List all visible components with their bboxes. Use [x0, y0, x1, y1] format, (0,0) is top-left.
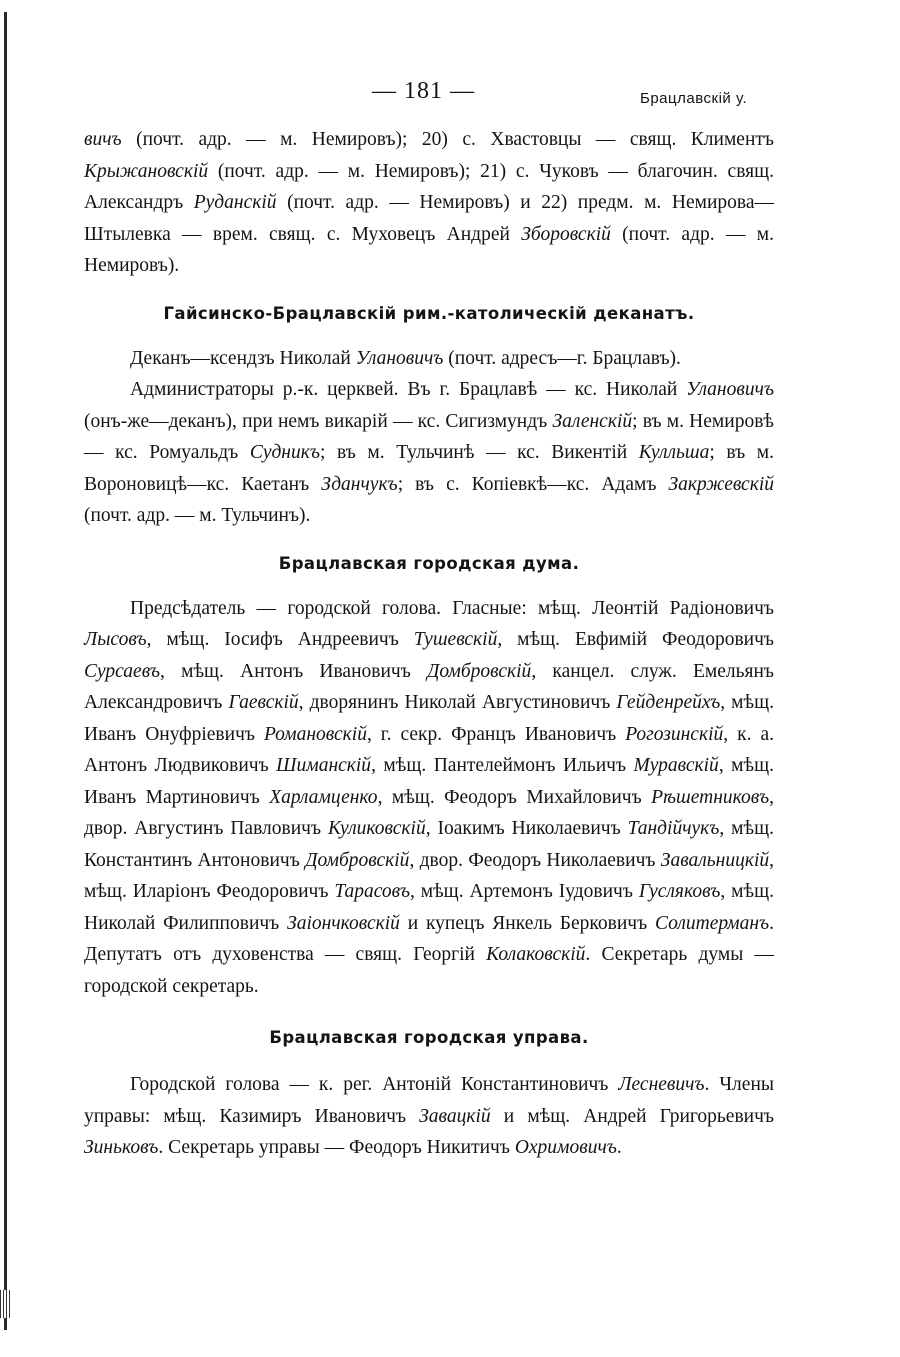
- italic-name: Зиньковъ: [84, 1137, 159, 1158]
- italic-name: Лысовъ: [84, 629, 147, 650]
- italic-name: Тандійчукъ: [627, 818, 720, 839]
- text-run: , двор. Феодоръ Николаевичъ: [409, 849, 661, 871]
- text-run: . Секретарь думы — городской секретарь.: [84, 944, 774, 997]
- italic-name: Руданскій: [193, 192, 277, 213]
- text-run: Администраторы р.-к. церквей. Въ г. Брацлавѣ — кс. Николай: [130, 379, 687, 400]
- text-run: (почт. адр. — Немировъ) и 22) предм. м. Немирова—Штылевка — врем. свящ. с. Муховецъ Андрей: [84, 192, 774, 245]
- text-run: , к. а. Антонъ Людвиковичъ: [84, 723, 774, 776]
- italic-name: Заіончковскій: [287, 912, 400, 934]
- text-run: (онъ-же—деканъ), при немъ викарій — кс. Сигизмундъ: [84, 410, 553, 432]
- text-run: , мѣщ. Антонъ Ивановичъ: [160, 660, 427, 682]
- text-run: ; въ м. Немировѣ — кс. Ромуальдъ: [84, 410, 774, 463]
- text-run: Городской голова — к. рег. Антоній Константиновичъ: [130, 1074, 619, 1095]
- italic-name: Домбровскій: [426, 660, 532, 682]
- text-run: , мѣщ. Іосифъ Андреевичъ: [146, 629, 414, 650]
- italic-name: Тушевскій: [413, 629, 498, 650]
- text-run: , Іоакимъ Николаевичъ: [425, 818, 628, 839]
- italic-name: Кулльша: [638, 442, 710, 463]
- italic-name: Сурсаевъ: [84, 660, 161, 682]
- italic-name: Романовскій: [263, 723, 367, 745]
- text-run: , двор. Августинъ Павловичъ: [84, 786, 774, 839]
- text-run: , мѣщ. Николай Филипповичъ: [84, 881, 774, 934]
- binding-edge: [4, 12, 7, 1330]
- italic-name: Зборовскій: [521, 223, 611, 245]
- text-run: , г. секр. Францъ Ивановичъ: [366, 723, 626, 745]
- text-run: .: [616, 1137, 622, 1158]
- paragraph-administrators: [84, 374, 774, 532]
- text-run: ; въ м. Тульчинѣ — кс. Викентій: [319, 442, 639, 463]
- running-title: Брацлавскій у.: [640, 90, 748, 107]
- italic-name: Судникъ: [249, 442, 320, 463]
- text-run: , канцел. служ. Емельянъ Александровичъ: [84, 660, 774, 713]
- text-run: , мѣщ. Артемонъ Іудовичъ: [409, 881, 639, 902]
- text-run: (почт. адр. — м. Тульчинъ).: [84, 505, 311, 526]
- page-body: [84, 124, 774, 1164]
- paragraph-city-council: [84, 1069, 774, 1164]
- italic-name: Солитерманъ: [654, 912, 770, 934]
- text-run: (почт. адр. — м. Немировъ); 20) с. Хвастовцы — свящ. Климентъ: [121, 129, 774, 150]
- section-heading-deanery: Гайсинско-Брацлавскій рим.-католическій деканатъ.: [163, 303, 695, 323]
- text-run: , мѣщ. Иларіонъ Феодоровичъ: [84, 849, 774, 902]
- italic-name: Гейденрейхъ: [616, 692, 721, 713]
- section-heading-city-council: Брацлавская городская управа.: [269, 1028, 589, 1047]
- italic-name: Домбровскій: [305, 849, 410, 871]
- italic-name: Колаковскій: [486, 944, 586, 965]
- italic-name: Харламценко: [269, 786, 378, 808]
- text-run: ; въ м. Вороновицѣ—кс. Каетанъ: [84, 442, 775, 495]
- text-run: . Секретарь управы — Феодоръ Никитичъ: [158, 1137, 515, 1158]
- italic-name: Улановичъ: [686, 379, 774, 400]
- italic-name: Гаевскій: [228, 692, 299, 713]
- text-run: , мѣщ. Иванъ Онуфріевичъ: [84, 692, 774, 745]
- text-run: , мѣщ. Евфимій Феодоровичъ: [497, 629, 774, 650]
- text-run: , мѣщ. Константинъ Антоновичъ: [84, 818, 774, 871]
- italic-name: Завацкій: [419, 1105, 491, 1127]
- italic-name: Куликовскій: [327, 818, 426, 839]
- italic-name: Охримовичъ: [514, 1137, 617, 1158]
- section-heading-city-duma: Брацлавская городская дума.: [278, 553, 580, 573]
- text-run: (почт. адр. — м. Немировъ); 21) с. Чуковъ — благочин. свящ. Александръ: [84, 160, 774, 213]
- page-number: — 181 —: [372, 78, 475, 104]
- italic-name: Тарасовъ: [334, 881, 410, 902]
- binding-edge-texture: [0, 1290, 12, 1318]
- text-run: Предсѣдатель — городской голова. Гласные: мѣщ. Леонтій Радіоновичъ: [130, 597, 774, 619]
- text-run: и купецъ Янкель Берковичъ: [399, 912, 655, 934]
- paragraph-city-duma: [84, 593, 774, 1003]
- text-run: , мѣщ. Пантелеймонъ Ильичъ: [371, 755, 634, 776]
- text-run: ; въ с. Копіевкѣ—кс. Адамъ: [397, 473, 669, 495]
- paragraph-continuation: [84, 124, 774, 282]
- italic-name: Закржевскій: [668, 473, 774, 495]
- italic-name: Улановичъ: [355, 347, 444, 369]
- italic-name: вичъ: [84, 129, 122, 150]
- text-run: , мѣщ. Феодоръ Михайловичъ: [377, 786, 652, 808]
- text-run: , дворянинъ Николай Августиновичъ: [298, 692, 617, 713]
- text-run: и мѣщ. Андрей Григорьевичъ: [490, 1105, 774, 1127]
- italic-name: Гусляковъ: [638, 881, 721, 902]
- italic-name: Лесневичъ: [618, 1074, 705, 1095]
- italic-name: Рѣшетниковъ: [651, 786, 770, 808]
- paragraph-dean: [84, 343, 774, 375]
- text-run: . Члены управы: мѣщ. Казимиръ Ивановичъ: [84, 1074, 774, 1127]
- italic-name: Заленскій: [552, 410, 633, 432]
- italic-name: Муравскій: [633, 755, 719, 776]
- italic-name: Рогозинскій: [625, 723, 724, 745]
- italic-name: Завальницкій: [660, 849, 770, 871]
- text-run: (почт. адресъ—г. Брацлавъ).: [443, 347, 681, 369]
- italic-name: Шиманскій: [276, 755, 372, 776]
- text-run: Деканъ—ксендзъ Николай: [130, 347, 356, 369]
- text-run: . Депутатъ отъ духовенства — свящ. Георгій: [84, 912, 775, 965]
- italic-name: Крыжановскій: [84, 160, 209, 182]
- italic-name: Зданчукъ: [321, 473, 398, 495]
- text-run: , мѣщ. Иванъ Мартиновичъ: [84, 755, 774, 808]
- text-run: (почт. адр. — м. Немировъ).: [84, 223, 774, 276]
